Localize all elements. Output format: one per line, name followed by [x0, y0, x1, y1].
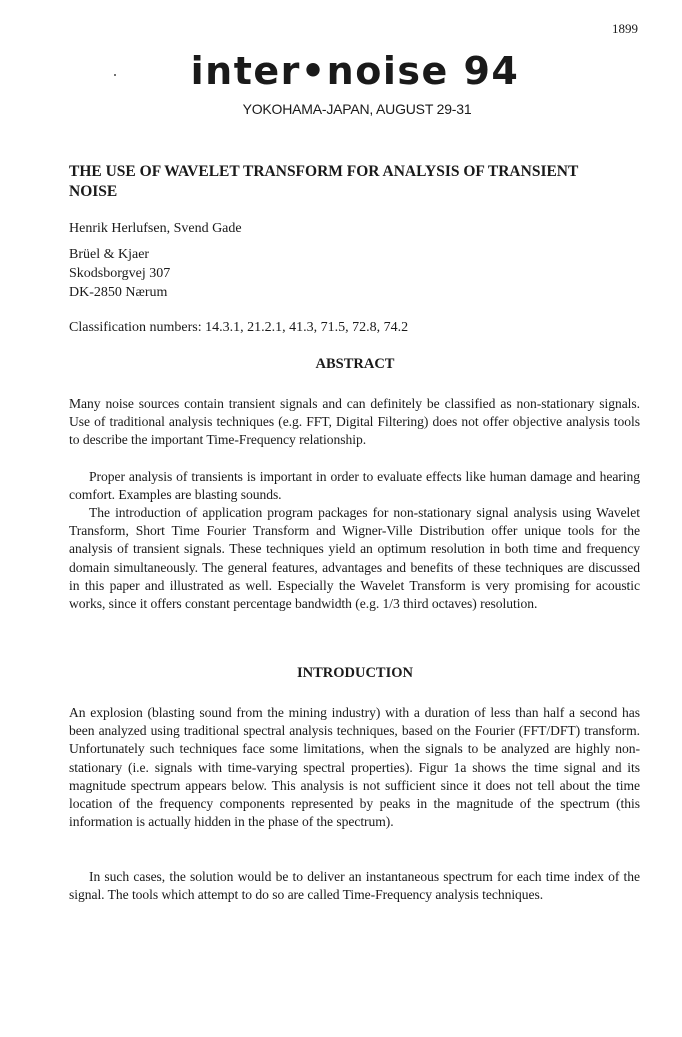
- affiliation: [69, 245, 641, 302]
- authors: Henrik Herlufsen, Svend Gade: [69, 221, 242, 236]
- abstract-heading: ABSTRACT: [315, 356, 395, 372]
- conference-location: YOKOHAMA-JAPAN, AUGUST 29-31: [242, 101, 472, 117]
- classification-numbers: Classification numbers: 14.3.1, 21.2.1, 41.3, 71.5, 72.8, 74.2: [69, 320, 409, 335]
- introduction-paragraph: In such cases, the solution would be to deliver an instantaneous spectrum for each time index of the signal. The tools which attempt to do so are called Time-Frequency analysis techniques.: [69, 869, 640, 903]
- abstract-paragraph: Many noise sources contain transient signals and can definitely be classified as non-stationary signals. Use of traditional analysis techniques (e.g. FFT, Digital Filtering) does not offer objective analysis tools to describe the important Time-Frequency relationship.: [69, 396, 640, 448]
- page-number: 1899: [612, 21, 638, 36]
- introduction-heading: INTRODUCTION: [296, 665, 413, 681]
- conference-logo: inter•noise 94: [190, 49, 520, 93]
- affiliation-line: Skodsborgvej 307: [69, 266, 171, 281]
- affiliation-line: Brüel & Kjaer: [69, 247, 150, 262]
- abstract-paragraph: Proper analysis of transients is important in order to evaluate effects like human damage and hearing comfort. Examples are blasting sounds.: [69, 469, 640, 503]
- abstract-paragraph: The introduction of application program packages for non-stationary signal analysis using Wavelet Transform, Short Time Fourier Transform and Wigner-Ville Distribution offer unique tools for the analysis of transient signals. These techniques yield an optimum resolution in both time and frequency domain simultaneously. The general features, advantages and benefits of these techniques are discussed in this paper and illustrated as well. Especially the Wavelet Transform is very promising for acoustic works, since it offers constant percentage bandwidth (e.g. 1/3 third octaves) resolution.: [69, 505, 640, 612]
- introduction-paragraph: An explosion (blasting sound from the mining industry) with a duration of less than half a second has been analyzed using traditional spectral analysis techniques, based on the Fourier (FFT/DFT) transform. Unfortunately such techniques face some limitations, when the signals to be analyzed are highly non-stationary (i.e. signals with time-varying spectral properties). Figur 1a shows the time signal and its magnitude spectrum appears below. This analysis is not sufficient since it does not tell about the time location of the frequency components represented by peaks in the magnitude of the spectrum (this information is actually hidden in the phase of the spectrum).: [69, 705, 640, 830]
- affiliation-line: DK-2850 Nærum: [69, 285, 168, 300]
- paper-title: THE USE OF WAVELET TRANSFORM FOR ANALYSIS OF TRANSIENT NOISE: [69, 163, 579, 200]
